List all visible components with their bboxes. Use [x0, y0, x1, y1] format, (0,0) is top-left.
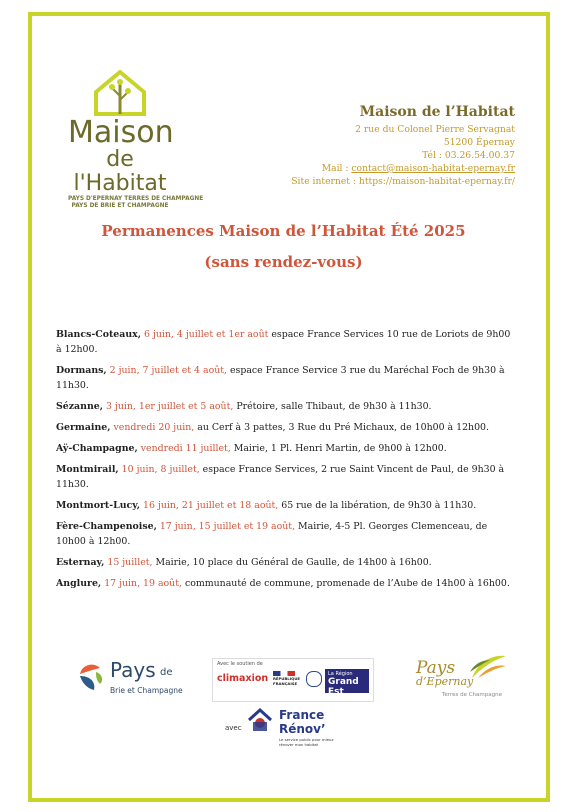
dates: vendredi 11 juillet,	[140, 443, 231, 454]
details: Mairie, 4-5 Pl. Georges Clemenceau, de 10h00 à 12h00.	[56, 521, 488, 547]
list-item	[56, 363, 514, 393]
logo-tagline-1: PAYS D'EPERNAY TERRES DE CHAMPAGNE	[68, 196, 204, 202]
list-item	[56, 420, 514, 435]
region-word: La Région	[328, 671, 353, 677]
logo-tagline-2: PAYS DE BRIE ET CHAMPAGNE	[71, 203, 169, 209]
pays-word: Pays	[110, 658, 156, 682]
org-name: Maison de l’Habitat	[359, 104, 515, 120]
website[interactable]: Site internet : https://maison-habitat-epernay.fr/	[291, 176, 515, 187]
leaf-icon	[76, 660, 106, 694]
renov-word: Rénov’	[279, 722, 326, 736]
france-renov-logo	[225, 706, 345, 752]
logo-word-habitat: de l'Habitat	[73, 147, 167, 196]
vine-leaves-icon	[468, 652, 508, 680]
list-item	[56, 555, 514, 570]
epernay-word: d’Epernay	[416, 675, 474, 688]
ademe-icon	[306, 671, 322, 687]
dates: vendredi 20 juin,	[113, 422, 195, 433]
list-item	[56, 498, 514, 513]
page-title: Permanences Maison de l’Habitat Été 2025	[101, 222, 466, 240]
contact-block	[291, 103, 515, 188]
region-grand-est-logo	[325, 669, 369, 697]
page-subtitle: (sans rendez-vous)	[204, 253, 363, 271]
dates: 2 juin, 7 juillet et 4 août,	[109, 365, 227, 376]
avec-word: avec	[225, 724, 242, 732]
maison-habitat-logo	[68, 70, 204, 210]
details: 65 rue de la libération, de 9h30 à 11h30.	[278, 500, 477, 511]
list-item	[56, 462, 514, 492]
details: communauté de commune, promenade de l’Aube de 14h00 à 16h00.	[181, 578, 510, 589]
town: Fère-Champenoise,	[56, 521, 157, 532]
list-item	[56, 399, 514, 414]
republique-francaise: RÉPUBLIQUE FRANÇAISE	[273, 676, 301, 686]
brie-champagne-word: Brie et Champagne	[110, 686, 183, 695]
town: Aÿ-Champagne,	[56, 443, 138, 454]
details: Mairie, 10 place du Général de Gaulle, de 14h00 à 16h00.	[152, 557, 432, 568]
details: espace France Service 3 rue du Maréchal Foch de 9h30 à 11h30.	[56, 365, 505, 391]
details: Mairie, 1 Pl. Henri Martin, de 9h00 à 12h00.	[230, 443, 447, 454]
partner-logos	[0, 650, 567, 800]
climaxion-logo: climaxion	[217, 673, 269, 684]
de-word: de	[160, 667, 173, 678]
dates: 17 juin, 19 août,	[104, 578, 182, 589]
details: Prétoire, salle Thibaut, de 9h30 à 11h30.	[233, 401, 432, 412]
dates: 15 juillet,	[107, 557, 153, 568]
town: Esternay,	[56, 557, 105, 568]
dates: 16 juin, 21 juillet et 18 août,	[143, 500, 279, 511]
town: Germaine,	[56, 422, 111, 433]
town: Dormans,	[56, 365, 107, 376]
list-item	[56, 576, 514, 591]
town: Anglure,	[56, 578, 102, 589]
mail-link[interactable]: contact@maison-habitat-epernay.fr	[351, 163, 515, 174]
dates: 3 juin, 1er juillet et 5 août,	[105, 401, 234, 412]
pays-word: Pays	[416, 658, 456, 678]
grand-est-word: Grand Est	[328, 677, 359, 697]
details: espace France Services 10 rue de Loriots de 9h00 à 12h00.	[56, 329, 511, 355]
city: 51200 Épernay	[443, 137, 515, 148]
list-item	[56, 441, 514, 456]
details: espace France Services, 2 rue Saint Vincent de Paul, de 9h30 à 11h30.	[56, 464, 505, 490]
dates: 10 juin, 8 juillet,	[121, 464, 200, 475]
house-icon	[247, 708, 273, 732]
dates: 17 juin, 15 juillet et 19 août,	[159, 521, 296, 532]
logo-word-maison: Maison	[68, 115, 174, 150]
terres-champagne-word: Terres de Champagne	[442, 692, 503, 698]
details: au Cerf à 3 pattes, 3 Rue du Pré Michaux, de 10h00 à 12h00.	[194, 422, 489, 433]
support-label: Avec le soutien de	[217, 661, 263, 667]
town: Blancs-Coteaux,	[56, 329, 142, 340]
phone: Tél : 03.26.54.00.37	[422, 150, 515, 161]
mail-line	[291, 162, 515, 175]
permanences-list	[56, 327, 514, 597]
support-band	[212, 658, 374, 702]
list-item	[56, 327, 514, 357]
town: Montmirail,	[56, 464, 119, 475]
town: Montmort-Lucy,	[56, 500, 141, 511]
list-item	[56, 519, 514, 549]
dates: 6 juin, 4 juillet et 1er août	[144, 329, 269, 340]
mail-label: Mail :	[321, 163, 352, 174]
pays-epernay-logo	[412, 652, 512, 702]
france-renov-tagline: Le service public pour mieux rénover mon habitat	[279, 737, 334, 747]
pays-brie-champagne-logo	[76, 658, 196, 702]
address: 2 rue du Colonel Pierre Servagnat	[355, 124, 515, 135]
france-word: France	[279, 708, 325, 722]
house-tree-icon	[90, 70, 150, 116]
town: Sézanne,	[56, 401, 103, 412]
